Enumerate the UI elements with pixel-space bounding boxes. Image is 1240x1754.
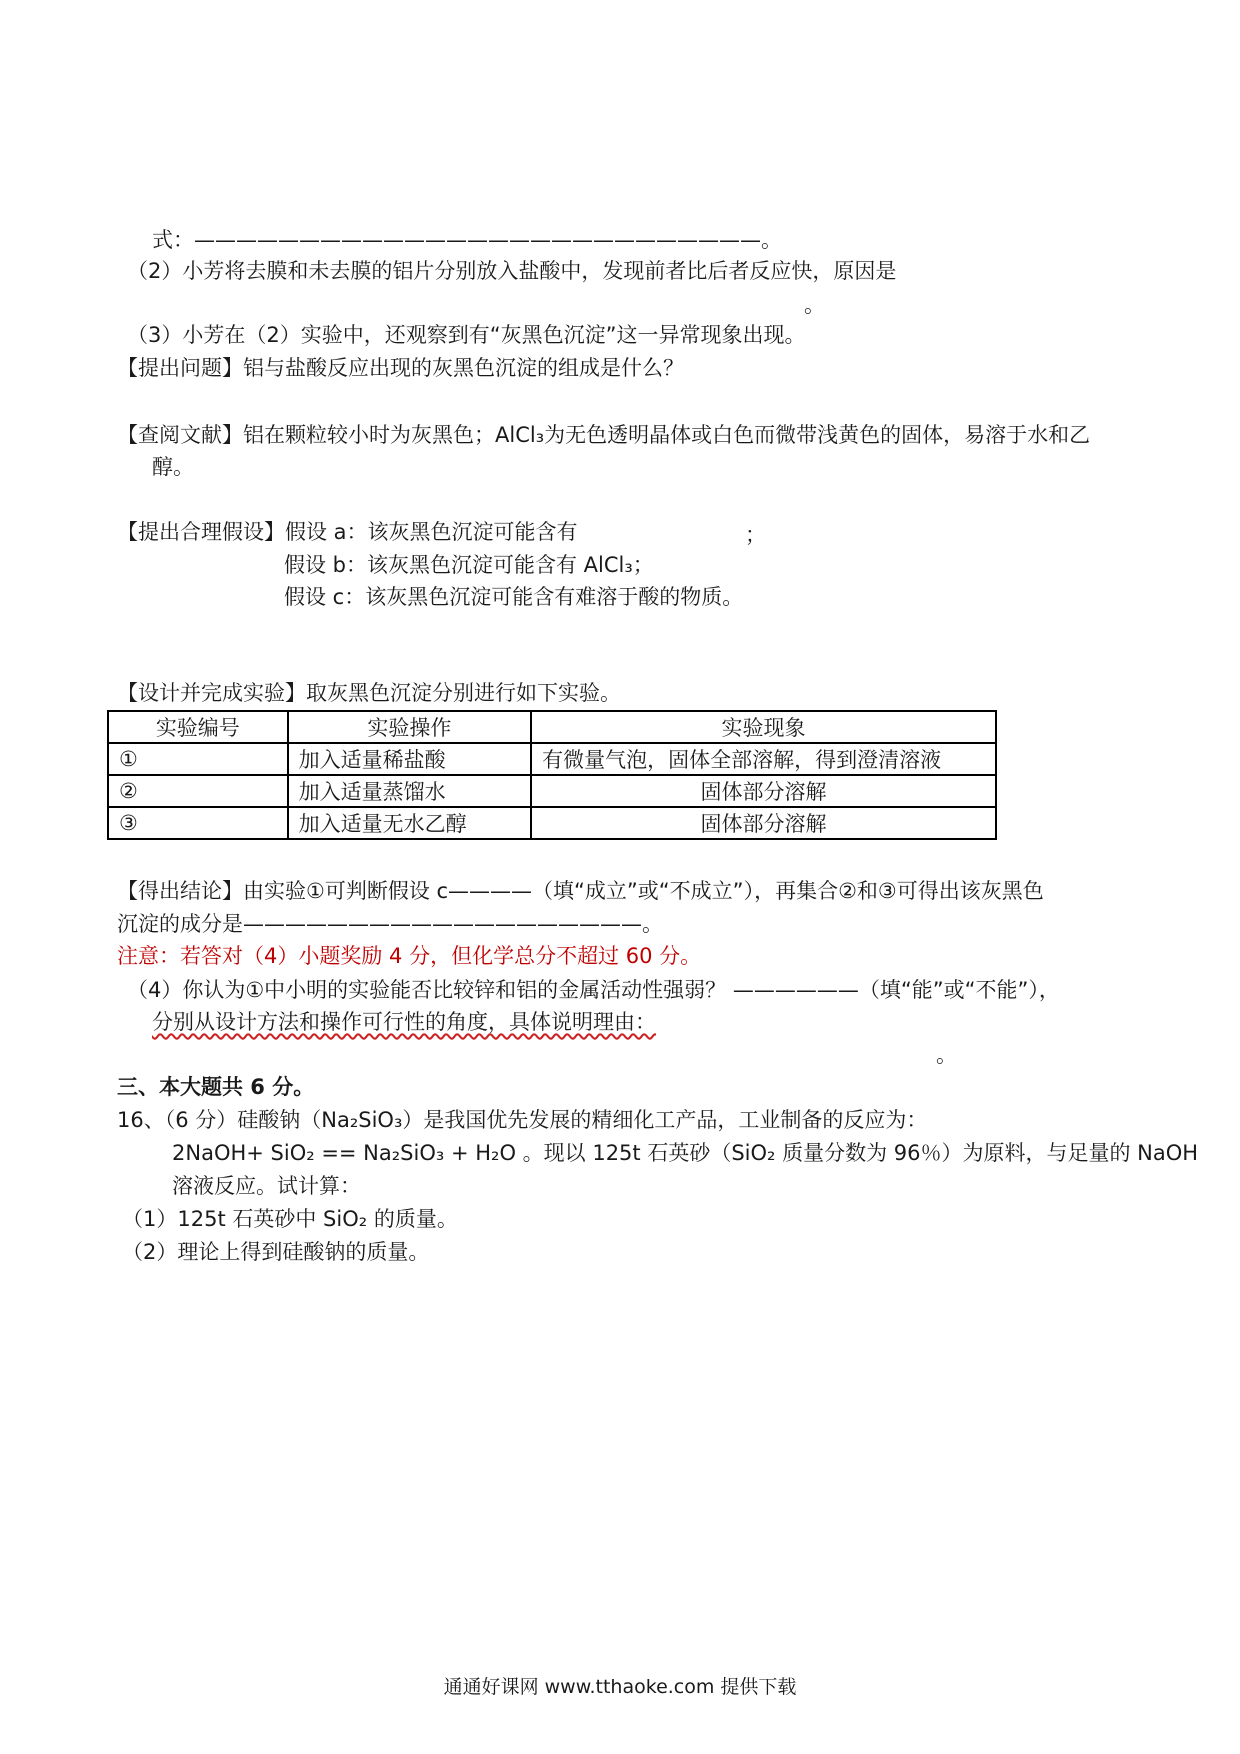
experiment-table: [107, 710, 997, 840]
q4-line1: （4）你认为①中小明的实验能否比较锌和铝的金属活动性强弱？ ——————（填“能”或“不能”），: [127, 978, 1060, 1002]
header-operation: 实验操作: [288, 711, 531, 743]
hypothesis-a: 【提出合理假设】假设 a：该灰黑色沉淀可能含有: [117, 520, 578, 544]
q2-line1: （2）小芳将去膜和未去膜的铝片分别放入盐酸中，发现前者比后者反应快，原因是: [127, 259, 897, 283]
table-row: [108, 807, 996, 839]
cell-number: ③: [108, 807, 288, 839]
q16-line2: 2NaOH+ SiO₂ == Na₂SiO₃ + H₂O 。现以 125t 石英砂（SiO₂ 质量分数为 96％）为原料，与足量的 NaOH: [172, 1141, 1199, 1165]
hypothesis-b: 假设 b：该灰黑色沉淀可能含有 AlCl₃；: [284, 553, 654, 577]
cell-phenomenon: 固体部分溶解: [531, 775, 996, 807]
table-row: [108, 775, 996, 807]
hypothesis-c: 假设 c：该灰黑色沉淀可能含有难溶于酸的物质。: [284, 585, 744, 609]
cell-number: ①: [108, 743, 288, 775]
q1-formula-tail: 式：———————————————————————————。: [152, 228, 782, 252]
conclusion-line1: 【得出结论】由实验①可判断假设 c————（填“成立”或“不成立”），再集合②和③可得出该灰黑色: [117, 879, 1044, 903]
header-phenomenon: 实验现象: [531, 711, 996, 743]
cell-operation: 加入适量蒸馏水: [288, 775, 531, 807]
notice: 注意：若答对（4）小题奖励 4 分，但化学总分不超过 60 分。: [117, 944, 702, 968]
page-footer: 通通好课网 www.tthaoke.com 提供下载: [443, 1676, 797, 1698]
q16-sub2: （2）理论上得到硅酸钠的质量。: [122, 1240, 430, 1264]
cell-operation: 加入适量稀盐酸: [288, 743, 531, 775]
q16-line3: 溶液反应。试计算：: [172, 1174, 361, 1198]
table-header-row: [108, 711, 996, 743]
literature-line1: 【查阅文献】铝在颗粒较小时为灰黑色；AlCl₃为无色透明晶体或白色而微带浅黄色的固体，易溶于水和乙: [117, 423, 1091, 447]
cell-number: ②: [108, 775, 288, 807]
table-row: [108, 743, 996, 775]
q4-line2: 分别从设计方法和操作可行性的角度，具体说明理由：: [152, 1010, 656, 1034]
cell-phenomenon: 固体部分溶解: [531, 807, 996, 839]
q3-line: （3）小芳在（2）实验中，还观察到有“灰黑色沉淀”这一异常现象出现。: [127, 323, 806, 347]
q4-line3: 。: [936, 1043, 957, 1067]
propose-question: 【提出问题】铝与盐酸反应出现的灰黑色沉淀的组成是什么？: [117, 356, 684, 380]
literature-line2: 醇。: [152, 455, 194, 479]
section3-title: 三、本大题共 6 分。: [117, 1075, 315, 1099]
design-intro: 【设计并完成实验】取灰黑色沉淀分别进行如下实验。: [117, 681, 621, 705]
cell-operation: 加入适量无水乙醇: [288, 807, 531, 839]
q16-line1: 16、（6 分）硅酸钠（Na₂SiO₃）是我国优先发展的精细化工产品，工业制备的反应为：: [117, 1108, 928, 1132]
q16-sub1: （1）125t 石英砂中 SiO₂ 的质量。: [122, 1207, 458, 1231]
header-number: 实验编号: [108, 711, 288, 743]
cell-phenomenon: 有微量气泡，固体全部溶解，得到澄清溶液: [531, 743, 996, 775]
conclusion-line2: 沉淀的成分是———————————————————。: [117, 912, 663, 936]
hypothesis-a-end: ；: [745, 523, 766, 547]
q2-line2: 。: [804, 293, 825, 317]
